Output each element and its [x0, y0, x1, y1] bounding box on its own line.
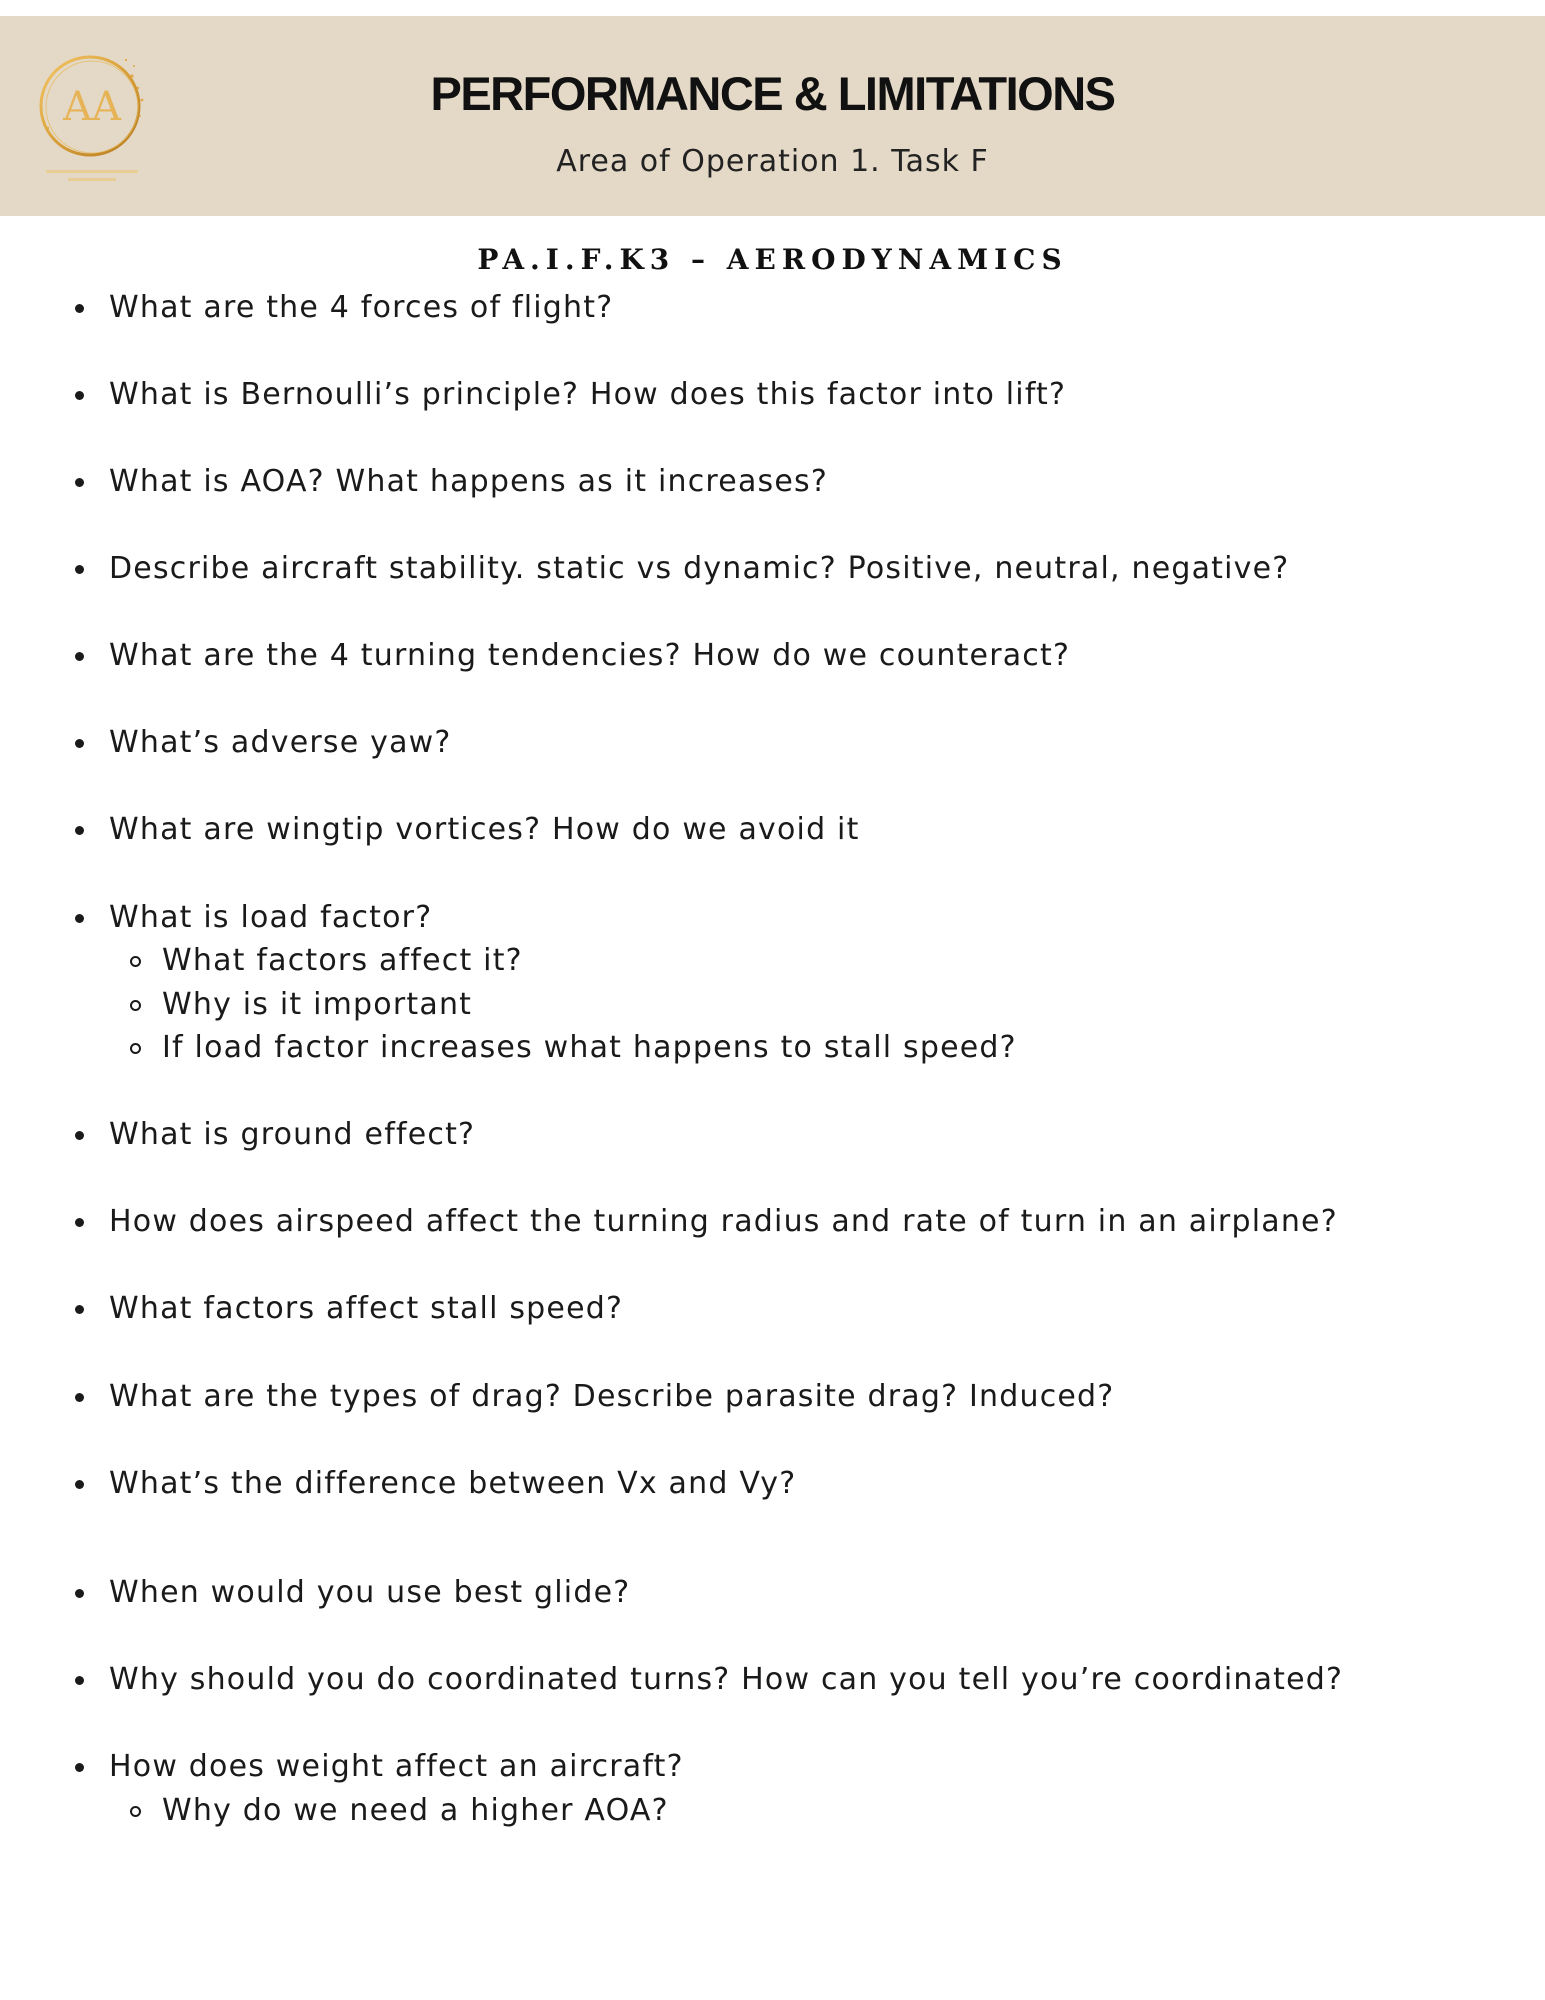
question-text: What are the 4 turning tendencies? How do we counteract?: [109, 638, 1071, 673]
bullet-icon: [75, 1218, 84, 1227]
bullet-icon: [75, 565, 84, 574]
bullet-icon: [75, 1305, 84, 1314]
page-subtitle: Area of Operation 1. Task F: [556, 144, 989, 179]
question-text: How does weight affect an aircraft?: [109, 1749, 684, 1784]
question-text: When would you use best glide?: [109, 1575, 631, 1610]
question-text: If load factor increases what happens to stall speed?: [162, 1030, 1017, 1065]
bullet-icon: [75, 1763, 84, 1772]
question-text: What factors affect it?: [162, 943, 523, 978]
hollow-bullet-icon: [130, 1000, 141, 1011]
bullet-icon: [75, 826, 84, 835]
bullet-icon: [75, 1131, 84, 1140]
question-text: What are the 4 forces of flight?: [109, 290, 614, 325]
page-title: PERFORMANCE & LIMITATIONS: [430, 67, 1115, 120]
question-text: What is AOA? What happens as it increases?: [109, 464, 828, 499]
bullet-icon: [75, 1589, 84, 1598]
hollow-bullet-icon: [130, 1806, 141, 1817]
question-text: Why is it important: [162, 987, 473, 1022]
bullet-icon: [75, 739, 84, 748]
bullet-icon: [75, 1676, 84, 1685]
question-text: Why should you do coordinated turns? How can you tell you’re coordinated?: [109, 1662, 1344, 1697]
bullet-icon: [75, 1393, 84, 1402]
question-text: What factors affect stall speed?: [109, 1291, 624, 1326]
bullet-icon: [75, 914, 84, 923]
bullet-icon: [75, 652, 84, 661]
hollow-bullet-icon: [130, 956, 141, 967]
bullet-icon: [75, 1480, 84, 1489]
question-text: What are the types of drag? Describe parasite drag? Induced?: [109, 1379, 1115, 1414]
question-text: What’s the difference between Vx and Vy?: [109, 1466, 797, 1501]
question-text: What is ground effect?: [109, 1117, 476, 1152]
bullet-icon: [75, 304, 84, 313]
question-text: What is Bernoulli’s principle? How does this factor into lift?: [109, 377, 1067, 412]
bullet-icon: [75, 478, 84, 487]
question-text: What are wingtip vortices? How do we avoid it: [109, 812, 860, 847]
question-text: What is load factor?: [109, 900, 433, 935]
question-text: Describe aircraft stability. static vs dynamic? Positive, neutral, negative?: [109, 551, 1290, 586]
bullet-icon: [75, 391, 84, 400]
question-text: How does airspeed affect the turning radius and rate of turn in an airplane?: [109, 1204, 1338, 1239]
question-text: Why do we need a higher AOA?: [162, 1793, 669, 1828]
hollow-bullet-icon: [130, 1043, 141, 1054]
question-text: What’s adverse yaw?: [109, 725, 452, 760]
logo-initials: AA: [63, 84, 121, 130]
section-heading: PA.I.F.K3 – AERODYNAMICS: [477, 243, 1068, 276]
